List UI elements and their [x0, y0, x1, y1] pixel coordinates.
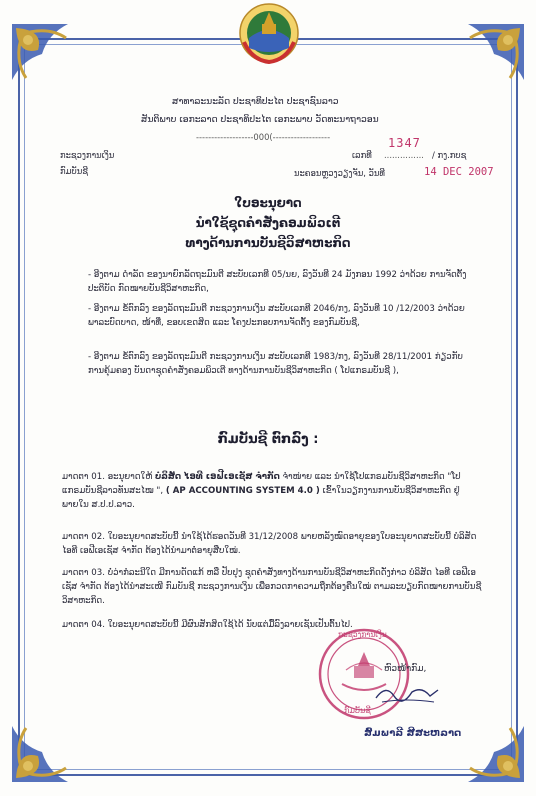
article-1-company: ບໍລິສັດ ໄອທີ ເອຟີເອເຊັສ ຈຳກັດ	[155, 472, 280, 482]
ministry-label: ກະຊວງການເງິນ	[60, 150, 115, 160]
signatory-role: ຫົວໜ້າກົມ,	[384, 664, 427, 674]
separator-line: -------------------000(-------------------	[196, 132, 331, 142]
article-4-text: ໃບອະນຸຍາດສະບັບນີ້ ມີຜົນສັກສິດໃຊ້ໄດ້ ນັບແຕ່ມື້ລົງລາຍເຊັນເປັນຕົ້ນໄປ.	[107, 620, 353, 630]
place-date-label: ນະຄອນຫຼວງວຽງຈັນ, ວັນທີ	[294, 168, 385, 178]
article-1	[62, 470, 482, 512]
corner-ornament-bottom-right	[456, 714, 528, 786]
corner-ornament-top-right	[456, 20, 528, 92]
signatory-name: ສົມພາລີ ສີສະຫລາດ	[364, 728, 462, 739]
article-1-english-name: ( AP ACCOUNTING SYSTEM 4.0 )	[165, 486, 320, 496]
reference-3: - ອີງຕາມ ຂໍ້ຕົກລົງ ຂອງລັດຖະມົນຕີ ກະຊວງການເງິນ ສະບັບເລກທີ 1983/ກງ, ລົງວັນທີ 28/11/2001 ກ່ຽວກັບການຄຸ້ມຄອງ ບັນດາຊຸດຄຳສັ່ງຄອມພິວເຕີ ທາງດ້ານການບັນຊີວິສາຫະກິດ ( ໂປແກຣມບັນຊີ ),	[88, 352, 463, 376]
country-name: ສາທາລະນະລັດ ປະຊາທິປະໄຕ ປະຊາຊົນລາວ	[172, 96, 339, 107]
article-1-text-after: ເຂົ້າໃນວຽກງານການບັນຊີວິສາຫະກິດ ຢູ່ພາຍໃນ ສ.ປ.ປ.ລາວ.	[62, 486, 460, 510]
title-line-1: ໃບອະນຸຍາດ	[234, 196, 302, 210]
corner-ornament-top-left	[8, 20, 80, 92]
reference-2: - ອີງຕາມ ຂໍ້ຕົກລົງ ຂອງລັດຖະມົນຕີ ກະຊວງການເງິນ ສະບັບເລກທີ 2046/ກງ, ລົງວັນທີ 10 /12/2003 ວ່າດ້ວຍ ພາລະບົດບາດ, ໜ້າທີ່, ຂອບເຂດສິດ ແລະ ໂຄງປະກອບການຈັດຕັ້ງ ຂອງກົມບັນຊີ,	[88, 304, 465, 328]
corner-ornament-bottom-left	[8, 714, 80, 786]
reference-1: - ອີງຕາມ ດຳລັດ ຂອງນາຍົກລັດຖະມົນຕີ ສະບັບເລກທີ 05/ນຍ, ລົງວັນທີ 24 ມັງກອນ 1992 ວ່າດ້ວຍ ການຈັດຕັ້ງປະຕິບັດ ກົດໝາຍບັນຊີວິສາຫະກິດ,	[88, 270, 467, 294]
handwritten-signature-icon	[372, 680, 442, 706]
title-line-2: ນຳໃຊ້ຊຸດຄຳສັ່ງຄອມພິວເຕີ	[195, 216, 341, 230]
article-2-label: ມາດຕາ 02.	[62, 532, 105, 542]
number-dots: ...............	[384, 150, 424, 160]
article-3-text: ບໍ່ວ່າກໍລະນີໃດ ມີການດັດແກ້ ຫລື ປັບປຸງ ຊຸດຄຳສັ່ງທາງດ້ານການບັນຊີວິສາຫະກິດດັ່ງກ່າວ ບໍລິສັດ ໄອທີ ເອຟີເອເຊັສ ຈຳກັດ ຕ້ອງໄດ້ນຳສະເໜີ ກົມບັນຊີ ກະຊວງການເງິນ ເພື່ອກວດກາຄວາມຖືກຕ້ອງຄືນໃໝ່ ຕາມລະບຽບກົດໝາຍການບັນຊີວິສາຫະກິດ.	[62, 568, 482, 606]
seal-bottom-text: ກົມບັນຊີ	[344, 706, 371, 715]
document-number-stamp: 1347	[388, 136, 421, 150]
national-motto: ສັນຕິພາບ ເອກະລາດ ປະຊາທິປະໄຕ ເອກະພາບ ວັດທະນາຖາວອນ	[141, 114, 379, 125]
article-3	[62, 566, 482, 608]
seal-top-text: ກະຊວງການເງິນ	[338, 630, 387, 639]
national-emblem-icon	[238, 2, 300, 64]
article-1-label: ມາດຕາ 01.	[62, 472, 105, 482]
department-label: ກົມບັນຊີ	[60, 166, 88, 176]
article-1-text-before: ອະນຸຍາດໃຫ້	[107, 472, 153, 482]
title-line-3: ທາງດ້ານການບັນຊີວິສາຫະກິດ	[185, 236, 351, 250]
article-4	[62, 618, 482, 632]
article-4-label: ມາດຕາ 04.	[62, 620, 105, 630]
article-2	[62, 530, 482, 558]
article-2-text: ໃບອະນຸຍາດສະບັບນີ້ ນຳໃຊ້ໄດ້ຮອດວັນທີ 31/12/2008 ພາຍຫລັງໝົດອາຍຸຂອງໃບອະນຸຍາດສະບັບນີ້ ບໍລິສັດ ໄອທີ ເອຟີເອເຊັສ ຈຳກັດ ຕ້ອງໄດ້ນຳມາຕໍ່ອາຍຸສືບໃໝ່.	[62, 532, 477, 556]
number-suffix: / ກງ.ກບຊ	[432, 150, 467, 160]
number-label: ເລກທີ	[352, 150, 372, 160]
article-1-text-mid: ຈຳໜ່າຍ ແລະ ນຳໃຊ້ໂປແກຣມບັນຊີວິສາຫະກິດ "ໂປແກຣມບັນຊີລາວທັນສະໄໝ ",	[62, 472, 461, 496]
decision-heading: ກົມບັນຊີ ຕົກລົງ :	[217, 432, 319, 447]
date-stamp: 14 DEC 2007	[424, 166, 494, 178]
article-3-label: ມາດຕາ 03.	[62, 568, 105, 578]
